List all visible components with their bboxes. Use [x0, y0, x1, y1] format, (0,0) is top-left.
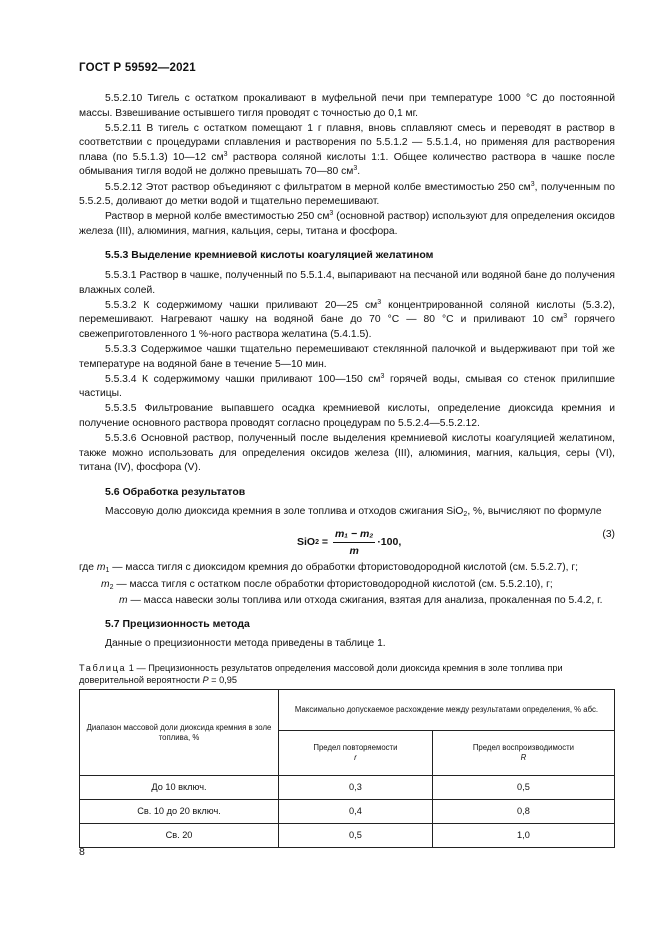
table-caption: Таблица 1 — Прецизионность результатов определения массовой доли диоксида кремния в золе топлива при доверительной вероятности Р = 0,95 [79, 663, 563, 685]
formula-expression: SiO 2 = $\frac{\text{m₁ − m₂}}{m}$ ·100, [297, 528, 402, 557]
cell-range: Св. 20 [80, 824, 279, 848]
cell-R: 0,8 [432, 800, 614, 824]
formula-denominator: m [349, 544, 359, 557]
section-title-5-5-3: 5.5.3 Выделение кремниевой кислоты коагуляцией желатином [105, 249, 434, 262]
page-content [79, 92, 615, 848]
paragraph-5-5-2-11: 5.5.2.11 В тигель с остатком помещают 1 г плавня, вновь сплавляют смесь и переводят в раствор в соответствии с процедурами сплавления и растворения по 5.5.1.2 — 5.5.1.4, но применяя для растворения плава (по 5.5.1.3) 10—12 $см^3$ раствора соляной кислоты 1:1. Общее количество раствора в чашке после обмывания тигля водой не должно превышать 70—80 $см^3$. [79, 122, 615, 178]
formula-number: (3) [602, 529, 615, 541]
paragraph-main-solution: Раствор в мерной колбе вместимостью 250 $см^3$ (основной раствор) используют для определения оксидов железа (III), алюминия, магния, кальция, серы, титана и фосфора. [79, 210, 616, 237]
paragraph-5-5-3-4: 5.5.3.4 К содержимому чашки приливают 100—150 $см^3$ горячей воды, смывая со стенок прилипшие частицы. [79, 372, 615, 400]
header-max-discrepancy: Максимально допускаемое расхождение между результатами определения, % абс. [279, 690, 615, 731]
formula-3 [79, 525, 615, 555]
paragraph-5-5-2-10: 5.5.2.10 Тигель с остатком прокаливают в муфельной печи при температуре 1000 °С до постоянной массы. Взвешивание остывшего тигля проводят с точностью до 0,1 мг. [79, 93, 615, 119]
paragraph-5-7-intro: Данные о прецизионности метода приведены в таблице 1. [105, 638, 386, 650]
definition-m1: где $m_1$ — масса тигля с диоксидом кремния до обработки фтористоводородной кислотой (см. 5.5.2.7), г; [79, 562, 579, 575]
paragraph-5-5-3-3: 5.5.3.3 Содержимое чашки тщательно перемешивают стеклянной палочкой и выдерживают при той же температуре на водяной бане в течение 5—10 мин. [79, 344, 615, 370]
formula-definitions [79, 561, 615, 609]
table-row [80, 776, 615, 800]
section-title-5-6: 5.6 Обработка результатов [105, 485, 246, 498]
section-title-5-7: 5.7 Прецизионность метода [105, 617, 250, 630]
cell-R: 0,5 [432, 776, 614, 800]
cell-R: 1,0 [432, 824, 614, 848]
page-number: 8 [79, 846, 85, 858]
paragraph-5-5-2-12: 5.5.2.12 Этот раствор объединяют с фильтратом в мерной колбе вместимостью 250 $см^3$, полученным по 5.5.2.5, доливают до метки водой и тщательно перемешивают. [79, 180, 615, 208]
paragraph-5-5-3-1: 5.5.3.1 Раствор в чашке, полученный по 5.5.1.4, выпаривают на песчаной или водяной бане до получения влажных солей. [79, 270, 615, 296]
document-header: ГОСТ Р 59592—2021 [79, 62, 196, 74]
cell-range: До 10 включ. [80, 776, 279, 800]
formula-numerator: m₁ − m₂ [333, 527, 375, 543]
paragraph-5-5-3-5: 5.5.3.5 Фильтрование выпавшего осадка кремниевой кислоты, определение диоксида кремния и получение основного раствора проводят согласно процедурам по 5.5.2.4—5.5.2.12. [79, 403, 615, 429]
table-row [80, 824, 615, 848]
cell-r: 0,5 [279, 824, 433, 848]
header-repeatability: Предел повторяемости r [279, 731, 433, 776]
cell-range: Св. 10 до 20 включ. [80, 800, 279, 824]
table-row [80, 800, 615, 824]
precision-table [79, 689, 615, 848]
header-range: Диапазон массовой доли диоксида кремния в золе топлива, % [80, 690, 279, 776]
paragraph-5-6-intro: Массовую долю диоксида кремния в золе топлива и отходов сжигания SiO$_2$, %, вычисляют по формуле [105, 506, 602, 519]
paragraph-5-5-3-2: 5.5.3.2 К содержимому чашки приливают 20—25 $см^3$ концентрированной соляной кислоты (5.3.2), перемешивают. Нагревают чашку на водяной бане до 70 °С — 80 °С и приливают 10 $см^3$ горячего свежеприготовленного 1 %-ного раствора желатина (5.4.1.5). [79, 298, 615, 340]
cell-r: 0,4 [279, 800, 433, 824]
paragraph-5-5-3-6: 5.5.3.6 Основной раствор, полученный после выделения кремниевой кислоты коагуляцией желатином, также можно использовать для определения оксидов железа (III), алюминия, магния, кальция, серы (VI), титана (IV), фосфора (V). [79, 433, 615, 474]
formula-fraction [333, 527, 375, 558]
header-reproducibility: Предел воспроизводимости R [432, 731, 614, 776]
cell-r: 0,3 [279, 776, 433, 800]
definition-m2: $m_2$ — масса тигля с остатком после обработки фтористоводородной кислотой (см. 5.5.2.10), г; [101, 578, 553, 591]
definition-m: m — масса навески золы топлива или отхода сжигания, взятая для анализа, прокаленная по 5.4.2, г. [119, 595, 603, 607]
